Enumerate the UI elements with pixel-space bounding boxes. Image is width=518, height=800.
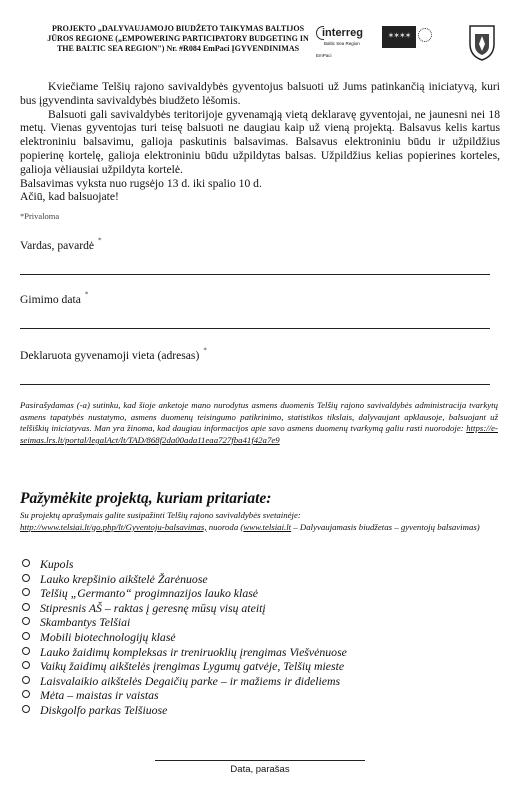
project-option-label: Lauko žaidimų kompleksas ir treniruoklių įrengimas Viešvėnuose	[40, 644, 347, 659]
privacy-policy-link[interactable]: https://e-seimas.lrs.lt/portal/legalAct/lt/TAD/868f2da00ada11eaa727fba41f42a7e9	[20, 423, 498, 445]
project-option[interactable]	[22, 601, 347, 616]
projects-note-outro: – Dalyvaujamasis biudžetas – gyventojų balsavimas)	[291, 521, 480, 532]
birth-date-label: Gimimo data	[20, 293, 81, 306]
interreg-project-name: EmPaci	[316, 53, 332, 58]
project-option-label: Skambantys Telšiai	[40, 615, 131, 630]
header-line-2: JŪROS REGIONE („EMPOWERING PARTICIPATORY BUDGETING IN	[47, 34, 309, 43]
address-field[interactable]	[20, 346, 492, 364]
signature-label: Data, parašas	[230, 764, 290, 775]
project-option-label: Vaikų žaidimų aikštelės įrengimas Lygumų gatvėje, Telšių mieste	[40, 659, 345, 674]
header-line-3: THE BALTIC SEA REGION") Nr. #R084 EmPaci ĮGYVENDINIMAS	[56, 44, 300, 53]
required-star: *	[98, 236, 102, 245]
projects-note-intro: Su projektų aprašymais galite susipažinti Telšių rajono savivaldybės svetainėje:	[20, 510, 301, 520]
name-field[interactable]	[20, 236, 492, 254]
required-star: *	[203, 346, 207, 355]
intro-paragraph-2: Balsuoti gali savivaldybės teritorijoje gyvenamąją vietą deklaravę gyventojai, ne jaunesni nei 18 metų. Vienas gyventojas turi teisę balsuoti ne daugiau kaip už vieną projektą. Balsavus kelis kartus elektroniniu balsavimu, galioja paskutinis balsavimas. Balsavus elektroniniu būdu ir užpildžius popierinę kortelę, galioja elektroniniu būdu užpildytas balsas. Užpildžius kelias popierines korteles, galioja vėliausiai užpildyta kortelė.	[20, 107, 500, 176]
radio-circle-icon[interactable]	[22, 603, 30, 611]
name-label: Vardas, pavardė	[20, 239, 95, 252]
project-option-label: Laisvalaikio aikštelės Degaičių parke – ir mažiems ir dideliems	[40, 673, 341, 688]
project-option-label: Telšių „Germanto“ progimnazijos lauko klasė	[40, 586, 259, 601]
logo-strip	[316, 24, 512, 64]
projects-heading: Pažymėkite projektą, kuriam pritariate:	[20, 490, 272, 507]
interreg-subtitle: Baltic Sea Region	[324, 41, 360, 46]
project-header	[28, 24, 328, 54]
thank-you: Ačiū, kad balsuojate!	[20, 190, 119, 204]
project-option-label: Kupols	[40, 557, 74, 571]
birth-date-field[interactable]	[20, 290, 492, 308]
projects-note-mid: nuoroda (	[206, 521, 244, 532]
eu-flag-logo	[382, 26, 416, 54]
project-option[interactable]	[22, 615, 347, 630]
intro-paragraph-1: Kviečiame Telšių rajono savivaldybės gyventojus balsuoti už Jums patinkančią iniciatyvą, kuri bus įgyvendinta savivaldybės biudžeto lėšomis.	[20, 80, 500, 107]
project-option[interactable]	[22, 586, 347, 601]
header-line-1: PROJEKTO „DALYVAUJAMOJO BIUDŽETO TAIKYMAS BALTIJOS	[51, 24, 305, 33]
radio-circle-icon[interactable]	[22, 588, 30, 596]
projects-page-link[interactable]: http://www.telsiai.lt/go.php/lt/Gyventoju-balsavimas,	[20, 521, 207, 532]
radio-circle-icon[interactable]	[22, 676, 30, 684]
project-option[interactable]	[22, 645, 347, 660]
project-option-label: Stipresnis AŠ – raktas į geresnę mūsų visų ateitį	[40, 600, 266, 615]
project-option-label: Mobili biotechnologijų klasė	[40, 629, 176, 644]
municipality-site-link[interactable]: www.telsiai.lt	[243, 521, 292, 532]
project-option[interactable]	[22, 630, 347, 645]
radio-circle-icon[interactable]	[22, 661, 30, 669]
interreg-logo	[316, 24, 374, 60]
project-option-label: Diskgolfo parkas Telšiuose	[40, 702, 168, 717]
project-option[interactable]	[22, 557, 347, 572]
projects-note	[20, 510, 498, 533]
consent-statement: Pasirašydamas (-a) sutinku, kad šioje anketoje mano nurodytus asmens duomenis Telšių rajono savivaldybės administracija tvarkytų asmens tapatybės nustatymo, asmens duomenų teisingumo patikrinimo, statistikos tikslais, dalyvaujant apklausoje, balsuojant už telšiškių iniciatyvas. Man yra žinoma, kad daugiau informacijos apie savo asmens duomenų tvarkymą galiu rasti nuorodoje:	[20, 400, 498, 434]
eu-flag-icon: ✶✶✶✶	[382, 26, 416, 48]
project-option[interactable]	[22, 703, 347, 718]
consent-text	[20, 400, 498, 446]
project-option[interactable]	[22, 572, 347, 587]
radio-circle-icon[interactable]	[22, 559, 30, 567]
radio-circle-icon[interactable]	[22, 647, 30, 655]
project-option[interactable]	[22, 659, 347, 674]
birth-date-input-line[interactable]	[20, 328, 490, 329]
voting-period: Balsavimas vyksta nuo rugsėjo 13 d. iki spalio 10 d.	[20, 176, 262, 190]
radio-circle-icon[interactable]	[22, 632, 30, 640]
name-input-line[interactable]	[20, 274, 490, 275]
address-input-line[interactable]	[20, 384, 490, 385]
eu-stars-icon	[418, 28, 432, 42]
signature-line[interactable]	[155, 760, 365, 761]
coat-of-arms-icon	[466, 24, 498, 62]
erdf-logo	[418, 28, 458, 56]
radio-circle-icon[interactable]	[22, 574, 30, 582]
radio-circle-icon[interactable]	[22, 690, 30, 698]
project-options	[22, 557, 347, 718]
project-option-label: Mėta – maistas ir vaistas	[40, 688, 159, 703]
project-option[interactable]	[22, 674, 347, 689]
required-note: *Privaloma	[20, 211, 60, 221]
address-label: Deklaruota gyvenamoji vieta (adresas)	[20, 349, 200, 362]
project-option-label: Lauko krepšinio aikštelė Žarėnuose	[40, 571, 208, 586]
interreg-brand: interreg	[322, 27, 363, 39]
radio-circle-icon[interactable]	[22, 617, 30, 625]
project-option[interactable]	[22, 688, 347, 703]
radio-circle-icon[interactable]	[22, 705, 30, 713]
required-star: *	[84, 290, 89, 299]
intro-text	[20, 80, 500, 204]
